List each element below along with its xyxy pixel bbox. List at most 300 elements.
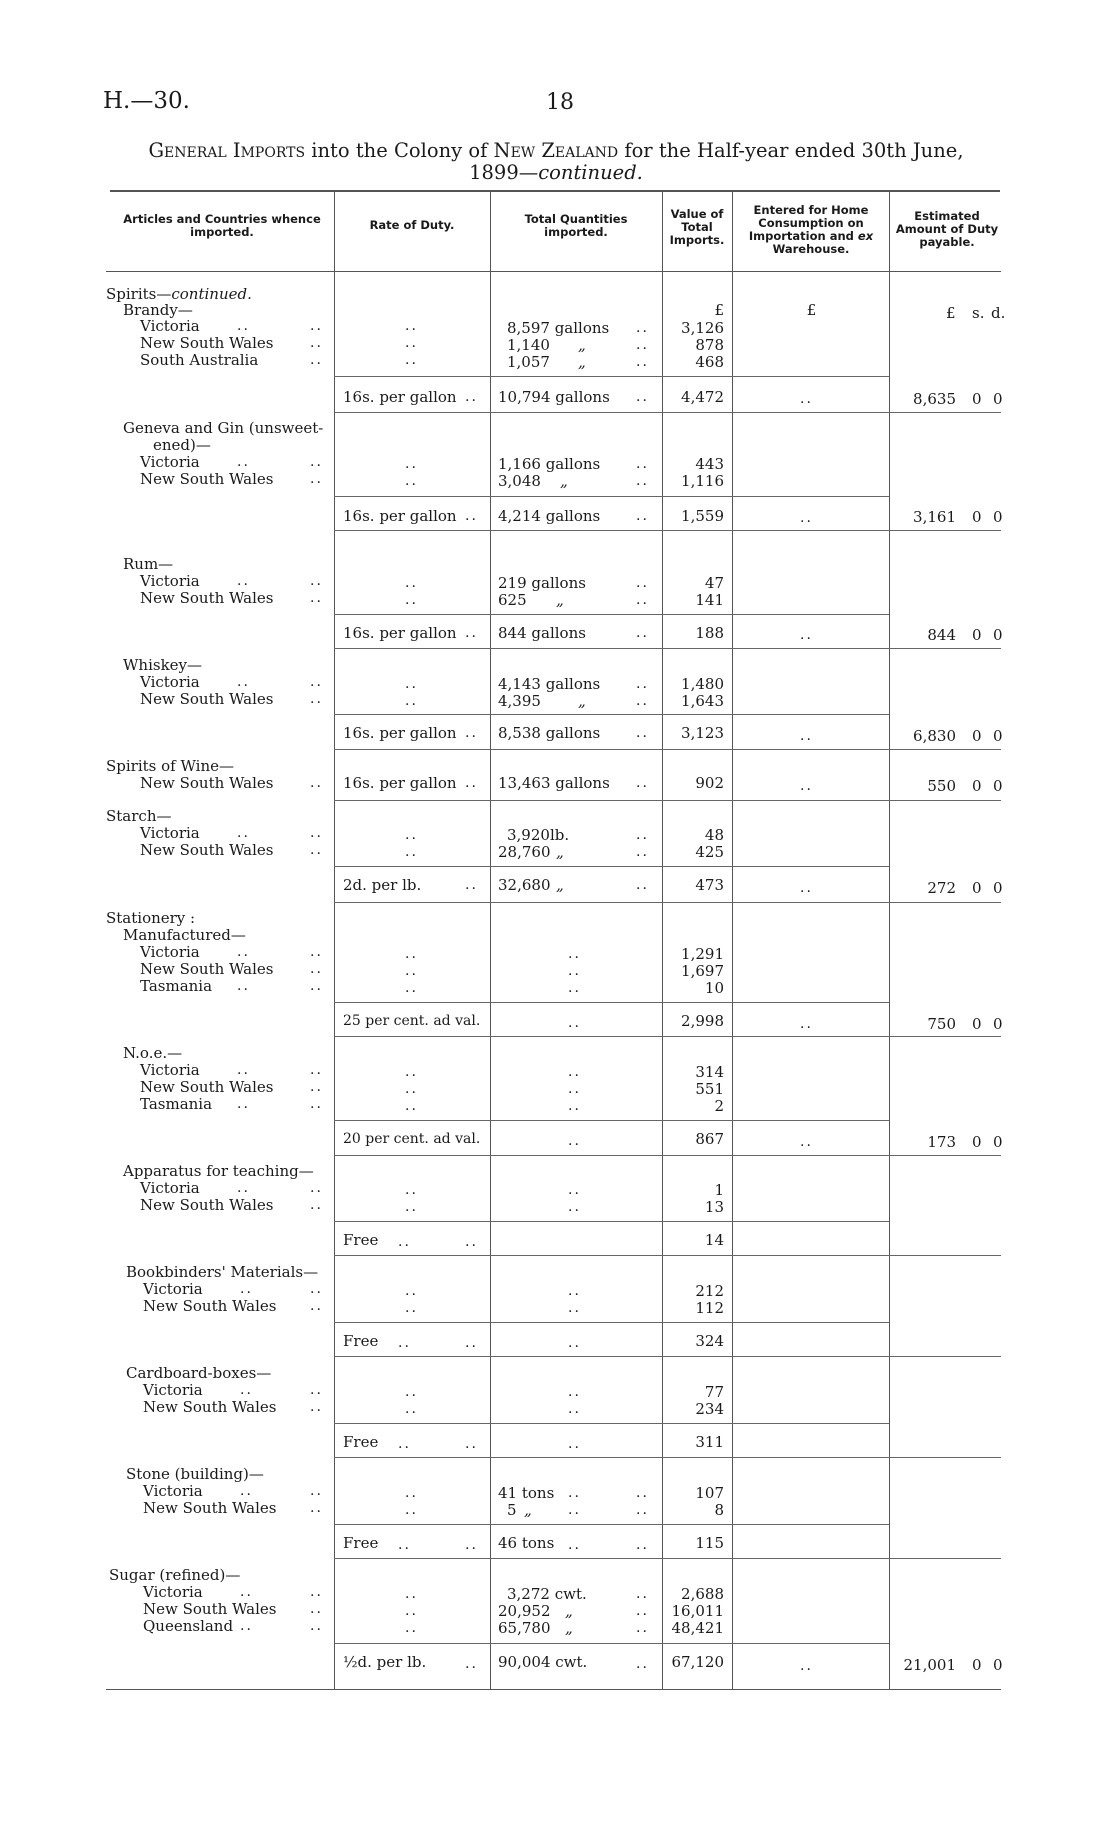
starch-country: Victoria (140, 824, 200, 842)
column-header-entered-tail: Warehouse. (772, 242, 850, 256)
brandy-country: Victoria (140, 317, 200, 335)
page-reference: H.—30. (103, 88, 190, 114)
leader-dots: .. (568, 1098, 581, 1114)
noe-duty: 173 (927, 1133, 956, 1151)
group-rule (334, 1255, 1001, 1256)
sugar-country: Queensland (143, 1617, 234, 1635)
ditto-mark: „ (565, 1619, 573, 1637)
leader-dots: .. (405, 1603, 418, 1619)
sugar-rate: ½d. per lb. (343, 1653, 427, 1671)
geneva-quantity: 1,166 gallons (498, 455, 601, 473)
leader-dots: .. (465, 1234, 478, 1250)
starch-duty-pence: 0 (993, 879, 1003, 897)
leader-dots: .. (465, 877, 478, 893)
table-top-rule (110, 190, 1000, 192)
leader-dots: .. (636, 389, 649, 405)
geneva-duty-pence: 0 (993, 508, 1003, 526)
whiskey-country: New South Wales (140, 690, 274, 708)
geneva-total-value: 1,559 (681, 507, 724, 525)
cardboard-country: New South Wales (143, 1398, 277, 1416)
leader-dots: .. (310, 1298, 323, 1314)
sugar-duty-pence: 0 (993, 1656, 1003, 1674)
ditto-mark: „ (556, 591, 564, 609)
rum-country: New South Wales (140, 589, 274, 607)
unit-pound-duty: £ (946, 304, 956, 322)
sugar-duty-shillings: 0 (972, 1656, 982, 1674)
column-divider-duty (889, 191, 890, 1689)
noe-value: 551 (695, 1080, 724, 1098)
whiskey-duty-shillings: 0 (972, 727, 982, 745)
leader-dots: .. (405, 352, 418, 368)
sugar-value: 2,688 (681, 1585, 724, 1603)
group-rule (334, 800, 1001, 801)
leader-dots: .. (636, 456, 649, 472)
rum-rate: 16s. per gallon (343, 624, 457, 642)
spirits-heading-continued: continued. (171, 285, 252, 303)
whiskey-heading: Whiskey— (123, 656, 203, 674)
leader-dots: .. (636, 693, 649, 709)
leader-dots: .. (405, 1064, 418, 1080)
bookbinders-total-value: 324 (695, 1332, 724, 1350)
leader-dots: .. (405, 318, 418, 334)
leader-dots: .. (310, 1062, 323, 1078)
table-title (106, 140, 1006, 184)
leader-dots: .. (310, 691, 323, 707)
leader-dots: .. (636, 1586, 649, 1602)
leader-dots: .. (405, 1283, 418, 1299)
stone-country: New South Wales (143, 1499, 277, 1517)
leader-dots: .. (568, 1015, 581, 1031)
subtotal-rule (334, 866, 889, 867)
sugar-quantity: 20,952 (498, 1602, 551, 1620)
wine-duty-shillings: 0 (972, 777, 982, 795)
leader-dots: .. (240, 1382, 253, 1398)
group-rule (334, 1155, 1001, 1156)
whiskey-rate: 16s. per gallon (343, 724, 457, 742)
leader-dots: .. (240, 1618, 253, 1634)
title-general-imports: General Imports (148, 139, 306, 162)
column-header-articles: Articles and Countries whence imported. (123, 212, 321, 239)
leader-dots: .. (237, 978, 250, 994)
leader-dots: .. (465, 775, 478, 791)
leader-dots: .. (800, 778, 813, 794)
leader-dots: .. (310, 1584, 323, 1600)
subtotal-rule (334, 376, 889, 377)
leader-dots: .. (310, 842, 323, 858)
leader-dots: .. (405, 1199, 418, 1215)
brandy-value: 878 (695, 336, 724, 354)
leader-dots: .. (310, 352, 323, 368)
rum-quantity: 625 (498, 591, 527, 609)
leader-dots: .. (240, 1483, 253, 1499)
leader-dots: .. (636, 775, 649, 791)
leader-dots: .. (310, 1180, 323, 1196)
leader-dots: .. (237, 1180, 250, 1196)
column-header-entered (736, 204, 886, 256)
leader-dots: .. (237, 674, 250, 690)
subtotal-rule (334, 1120, 889, 1121)
leader-dots: .. (568, 1485, 581, 1501)
leader-dots: .. (405, 1502, 418, 1518)
leader-dots: .. (800, 728, 813, 744)
leader-dots: .. (237, 825, 250, 841)
sugar-heading: Sugar (refined)— (109, 1566, 241, 1584)
wine-duty: 550 (927, 777, 956, 795)
leader-dots: .. (405, 676, 418, 692)
stone-value: 8 (714, 1501, 724, 1519)
starch-heading: Starch— (106, 807, 172, 825)
rum-heading: Rum— (123, 555, 174, 573)
geneva-heading: Geneva and Gin (unsweet- (123, 419, 324, 437)
starch-total-value: 473 (695, 876, 724, 894)
leader-dots: .. (240, 1584, 253, 1600)
unit-pound-entered: £ (806, 301, 817, 319)
brandy-quantity: 1,140 (507, 336, 550, 354)
page-number: 18 (546, 90, 574, 115)
leader-dots: .. (465, 389, 478, 405)
wine-duty-pence: 0 (993, 777, 1003, 795)
leader-dots: .. (310, 1500, 323, 1516)
leader-dots: .. (465, 1537, 478, 1553)
cardboard-country: Victoria (143, 1381, 203, 1399)
leader-dots: .. (568, 1436, 581, 1452)
stone-quantity: 5 (507, 1501, 517, 1519)
leader-dots: .. (310, 318, 323, 334)
ditto-mark: „ (578, 353, 586, 371)
sugar-country: Victoria (143, 1583, 203, 1601)
leader-dots: .. (405, 1401, 418, 1417)
leader-dots: .. (465, 1436, 478, 1452)
rum-total-value: 188 (695, 624, 724, 642)
leader-dots: .. (636, 1603, 649, 1619)
leader-dots: .. (310, 1197, 323, 1213)
leader-dots: .. (465, 725, 478, 741)
leader-dots: .. (405, 456, 418, 472)
brandy-duty-pence: 0 (993, 390, 1003, 408)
whiskey-value: 1,643 (681, 692, 724, 710)
subtotal-rule (334, 1221, 889, 1222)
column-header-duty: Estimated Amount of Duty payable. (895, 209, 999, 249)
leader-dots: .. (636, 877, 649, 893)
whiskey-total-quantity: 8,538 gallons (498, 724, 601, 742)
leader-dots: .. (310, 978, 323, 994)
manufactured-heading: Manufactured— (123, 926, 246, 944)
leader-dots: .. (636, 676, 649, 692)
wine-heading: Spirits of Wine— (106, 757, 234, 775)
leader-dots: .. (310, 471, 323, 487)
leader-dots: .. (405, 946, 418, 962)
leader-dots: .. (800, 510, 813, 526)
manufactured-value: 10 (704, 979, 724, 997)
leader-dots: .. (240, 1281, 253, 1297)
leader-dots: .. (568, 1502, 581, 1518)
stone-value: 107 (695, 1484, 724, 1502)
leader-dots: .. (568, 1081, 581, 1097)
column-header-rate: Rate of Duty. (369, 218, 455, 232)
leader-dots: .. (800, 1658, 813, 1674)
noe-country: Tasmania (140, 1095, 213, 1113)
leader-dots: .. (636, 592, 649, 608)
leader-dots: .. (405, 693, 418, 709)
bookbinders-rate: Free (343, 1332, 379, 1350)
bookbinders-country: New South Wales (143, 1297, 277, 1315)
wine-quantity: 13,463 gallons (498, 774, 610, 792)
leader-dots: .. (405, 1586, 418, 1602)
subtotal-rule (334, 1002, 889, 1003)
cardboard-value: 234 (695, 1400, 724, 1418)
leader-dots: .. (568, 946, 581, 962)
leader-dots: .. (405, 827, 418, 843)
leader-dots: .. (310, 674, 323, 690)
ditto-mark: „ (578, 336, 586, 354)
leader-dots: .. (465, 625, 478, 641)
rum-duty-pence: 0 (993, 626, 1003, 644)
leader-dots: .. (237, 1062, 250, 1078)
leader-dots: .. (636, 844, 649, 860)
apparatus-country: New South Wales (140, 1196, 274, 1214)
stationery-heading: Stationery : (106, 909, 196, 927)
apparatus-country: Victoria (140, 1179, 200, 1197)
manufactured-country: Tasmania (140, 977, 213, 995)
geneva-country: New South Wales (140, 470, 274, 488)
leader-dots: .. (405, 1182, 418, 1198)
leader-dots: .. (405, 473, 418, 489)
starch-duty: 272 (927, 879, 956, 897)
ditto-mark: „ (565, 1602, 573, 1620)
leader-dots: .. (310, 335, 323, 351)
manufactured-total-value: 2,998 (681, 1012, 724, 1030)
leader-dots: .. (398, 1436, 411, 1452)
whiskey-quantity: 4,143 gallons (498, 675, 601, 693)
column-divider-quantity (490, 191, 491, 1689)
noe-country: New South Wales (140, 1078, 274, 1096)
leader-dots: .. (310, 944, 323, 960)
leader-dots: .. (568, 1537, 581, 1553)
manufactured-rate: 25 per cent. ad val. (343, 1013, 481, 1029)
stone-total-value: 115 (695, 1534, 724, 1552)
spirits-heading-text: Spirits— (106, 285, 172, 303)
ditto-mark: „ (560, 472, 568, 490)
leader-dots: .. (398, 1234, 411, 1250)
leader-dots: .. (800, 391, 813, 407)
leader-dots: .. (800, 1016, 813, 1032)
group-rule (334, 1356, 1001, 1357)
leader-dots: .. (405, 980, 418, 996)
stone-quantity: 41 tons (498, 1484, 555, 1502)
leader-dots: .. (568, 1283, 581, 1299)
leader-dots: .. (636, 1620, 649, 1636)
brandy-rate: 16s. per gallon (343, 388, 457, 406)
noe-value: 2 (714, 1097, 724, 1115)
leader-dots: .. (636, 320, 649, 336)
leader-dots: .. (568, 1300, 581, 1316)
leader-dots: .. (237, 573, 250, 589)
leader-dots: .. (237, 454, 250, 470)
leader-dots: .. (800, 1134, 813, 1150)
manufactured-duty-shillings: 0 (972, 1015, 982, 1033)
sugar-value: 16,011 (671, 1602, 724, 1620)
group-rule (334, 902, 1001, 903)
unit-shilling: s. (972, 304, 985, 322)
column-divider-value (662, 191, 663, 1689)
brandy-heading: Brandy— (123, 301, 193, 319)
geneva-heading-cont: ened)— (153, 436, 211, 454)
leader-dots: .. (237, 944, 250, 960)
leader-dots: .. (636, 1656, 649, 1672)
cardboard-heading: Cardboard-boxes— (126, 1364, 272, 1382)
leader-dots: .. (636, 354, 649, 370)
geneva-value: 443 (695, 455, 724, 473)
starch-value: 48 (704, 826, 724, 844)
leader-dots: .. (310, 825, 323, 841)
leader-dots: .. (310, 1079, 323, 1095)
column-header-value: Value of Total Imports. (669, 207, 725, 247)
leader-dots: .. (405, 335, 418, 351)
brandy-duty: 8,635 (913, 390, 956, 408)
leader-dots: .. (310, 1382, 323, 1398)
leader-dots: .. (568, 1064, 581, 1080)
ditto-mark: „ (556, 843, 564, 861)
sugar-quantity: 3,272 cwt. (507, 1585, 587, 1603)
leader-dots: .. (310, 1483, 323, 1499)
column-header-entered-text: Entered for Home Consumption on Importation and (748, 203, 869, 243)
bookbinders-heading: Bookbinders' Materials— (126, 1263, 319, 1281)
group-rule (334, 1457, 1001, 1458)
column-header-quantities: Total Quantities imported. (524, 212, 628, 239)
leader-dots: .. (465, 508, 478, 524)
rum-quantity: 219 gallons (498, 574, 586, 592)
table-bottom-rule (106, 1689, 1001, 1690)
geneva-country: Victoria (140, 453, 200, 471)
stone-heading: Stone (building)— (126, 1465, 264, 1483)
starch-value: 425 (695, 843, 724, 861)
rum-duty-shillings: 0 (972, 626, 982, 644)
stone-country: Victoria (143, 1482, 203, 1500)
subtotal-rule (334, 1322, 889, 1323)
leader-dots: .. (398, 1537, 411, 1553)
whiskey-country: Victoria (140, 673, 200, 691)
geneva-duty-shillings: 0 (972, 508, 982, 526)
geneva-quantity: 3,048 (498, 472, 541, 490)
leader-dots: .. (636, 1537, 649, 1553)
apparatus-rate: Free (343, 1231, 379, 1249)
leader-dots: .. (405, 1384, 418, 1400)
apparatus-value: 13 (704, 1198, 724, 1216)
manufactured-value: 1,697 (681, 962, 724, 980)
leader-dots: .. (568, 1401, 581, 1417)
group-rule (334, 530, 1001, 531)
leader-dots: .. (405, 1620, 418, 1636)
noe-country: Victoria (140, 1061, 200, 1079)
leader-dots: .. (405, 1485, 418, 1501)
leader-dots: .. (568, 1335, 581, 1351)
wine-rate: 16s. per gallon (343, 774, 457, 792)
leader-dots: .. (405, 1081, 418, 1097)
brandy-value: 3,126 (681, 319, 724, 337)
noe-heading: N.o.e.— (123, 1044, 183, 1062)
column-divider-entered (732, 191, 733, 1689)
leader-dots: .. (310, 454, 323, 470)
brandy-quantity: 1,057 (507, 353, 550, 371)
title-year: 1899— (469, 161, 539, 184)
geneva-rate: 16s. per gallon (343, 507, 457, 525)
apparatus-heading: Apparatus for teaching— (123, 1162, 314, 1180)
leader-dots: .. (405, 1098, 418, 1114)
starch-quantity: 3,920lb. (507, 826, 570, 844)
whiskey-duty-pence: 0 (993, 727, 1003, 745)
leader-dots: .. (636, 473, 649, 489)
cardboard-rate: Free (343, 1433, 379, 1451)
starch-rate: 2d. per lb. (343, 876, 422, 894)
noe-total-value: 867 (695, 1130, 724, 1148)
subtotal-rule (334, 614, 889, 615)
title-new-zealand: New Zealand (493, 139, 619, 162)
leader-dots: .. (465, 1335, 478, 1351)
starch-quantity: 28,760 (498, 843, 551, 861)
leader-dots: .. (636, 337, 649, 353)
starch-country: New South Wales (140, 841, 274, 859)
subtotal-rule (334, 1643, 889, 1644)
sugar-quantity: 65,780 (498, 1619, 551, 1637)
sugar-value: 48,421 (671, 1619, 724, 1637)
apparatus-value: 1 (714, 1181, 724, 1199)
manufactured-duty: 750 (927, 1015, 956, 1033)
wine-country: New South Wales (140, 774, 274, 792)
noe-value: 314 (695, 1063, 724, 1081)
leader-dots: .. (636, 508, 649, 524)
noe-duty-shillings: 0 (972, 1133, 982, 1151)
subtotal-rule (334, 496, 889, 497)
brandy-quantity: 8,597 gallons (507, 319, 610, 337)
leader-dots: .. (310, 1601, 323, 1617)
rum-duty: 844 (927, 626, 956, 644)
manufactured-value: 1,291 (681, 945, 724, 963)
leader-dots: .. (237, 1096, 250, 1112)
bookbinders-country: Victoria (143, 1280, 203, 1298)
leader-dots: .. (310, 961, 323, 977)
whiskey-duty: 6,830 (913, 727, 956, 745)
starch-duty-shillings: 0 (972, 879, 982, 897)
stone-rate: Free (343, 1534, 379, 1552)
header-bottom-rule (106, 271, 1001, 272)
title-continued: continued. (538, 161, 643, 184)
sugar-total-value: 67,120 (671, 1653, 724, 1671)
geneva-value: 1,116 (681, 472, 724, 490)
group-rule (334, 412, 1001, 413)
whiskey-total-value: 3,123 (681, 724, 724, 742)
leader-dots: .. (398, 1335, 411, 1351)
manufactured-country: Victoria (140, 943, 200, 961)
title-text-1: into the Colony of (305, 139, 494, 162)
leader-dots: .. (465, 1656, 478, 1672)
leader-dots: .. (568, 1133, 581, 1149)
noe-rate: 20 per cent. ad val. (343, 1131, 481, 1147)
starch-total-quantity: 32,680 (498, 876, 551, 894)
leader-dots: .. (568, 963, 581, 979)
manufactured-country: New South Wales (140, 960, 274, 978)
column-divider-rate (334, 191, 335, 1689)
leader-dots: .. (800, 880, 813, 896)
brandy-total-quantity: 10,794 gallons (498, 388, 610, 406)
cardboard-total-value: 311 (695, 1433, 724, 1451)
rum-value: 141 (695, 591, 724, 609)
sugar-country: New South Wales (143, 1600, 277, 1618)
bookbinders-value: 112 (695, 1299, 724, 1317)
group-rule (334, 648, 1001, 649)
leader-dots: .. (310, 573, 323, 589)
leader-dots: .. (405, 592, 418, 608)
column-header-entered-ex: ex (857, 229, 874, 243)
